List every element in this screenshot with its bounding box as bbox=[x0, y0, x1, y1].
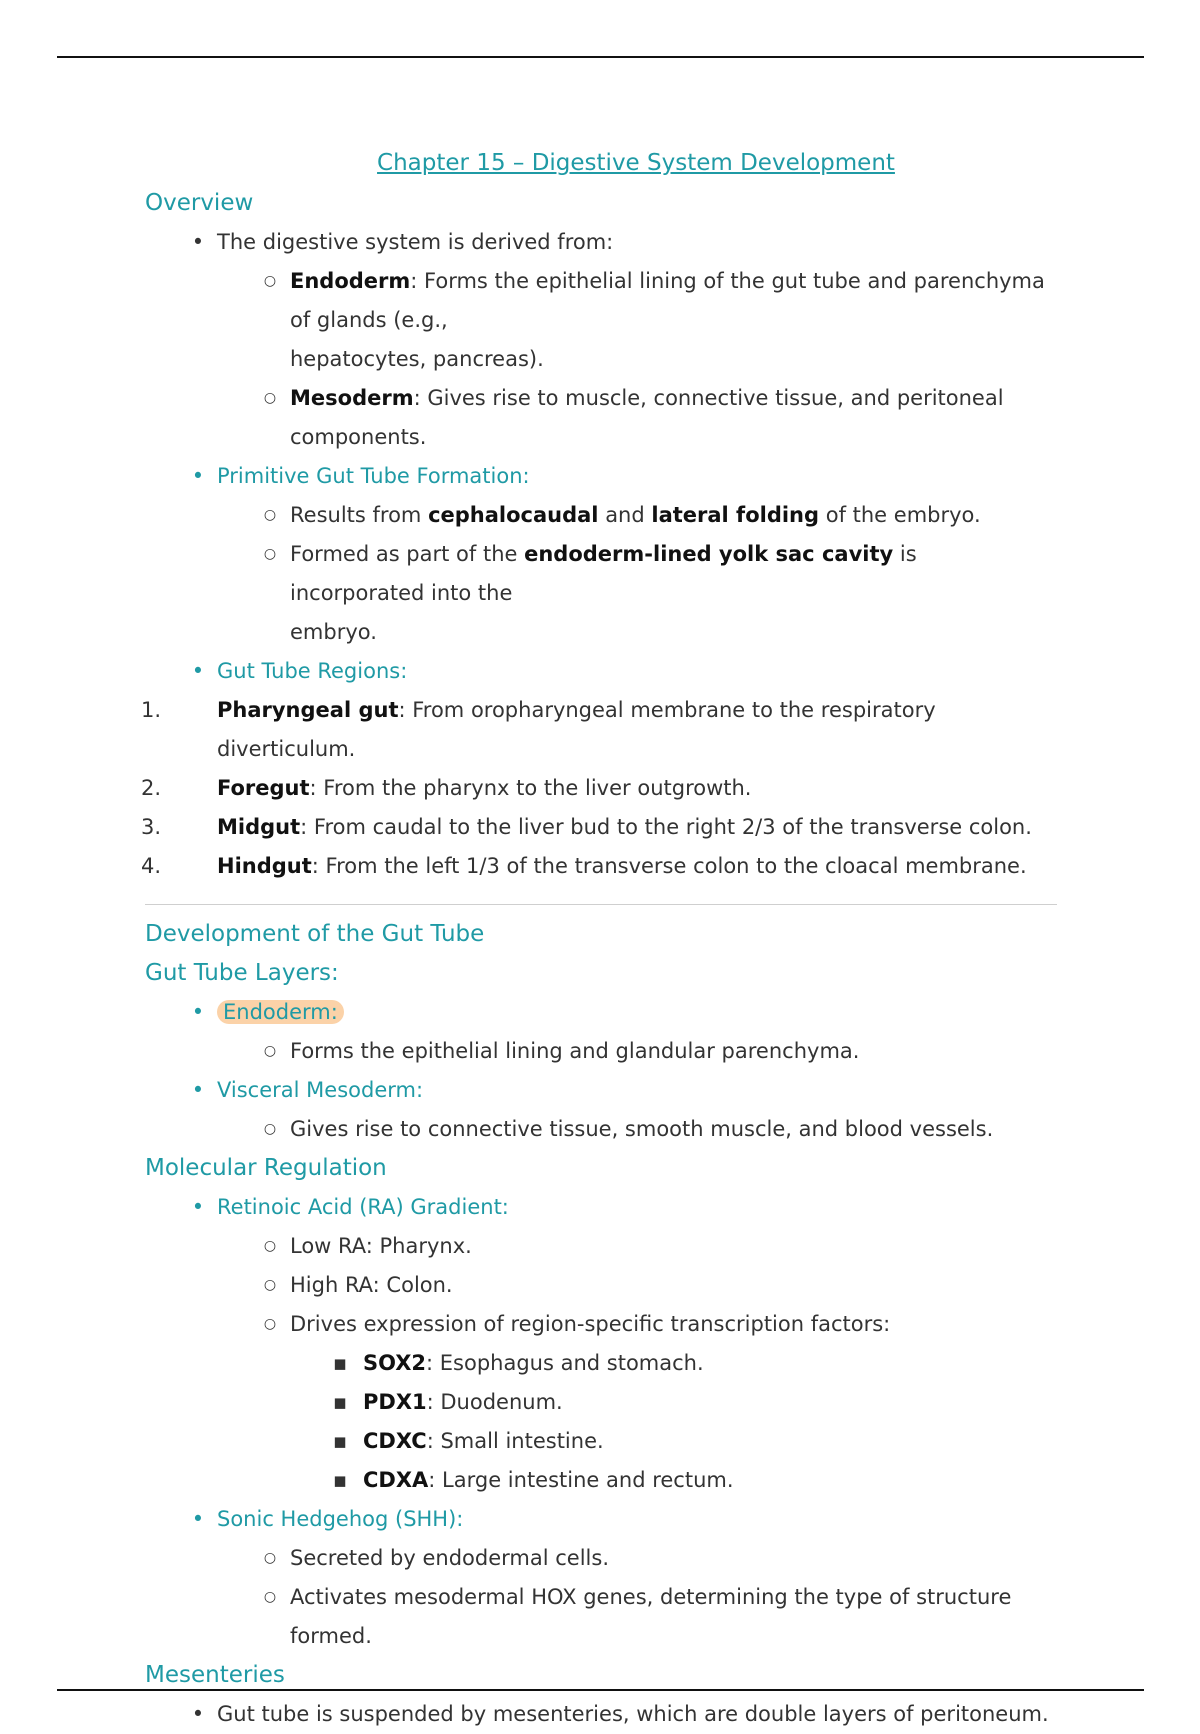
bullet-dot-icon: • bbox=[191, 230, 205, 254]
bullet-square-icon: ▪ bbox=[332, 1468, 348, 1492]
bullet-circle-icon: ○ bbox=[263, 390, 277, 406]
bullet-circle-icon: ○ bbox=[263, 273, 277, 289]
shh-item-2: ○ Activates mesodermal HOX genes, determining the type of structure formed. bbox=[145, 1578, 1057, 1656]
endoderm-item: ○ Endoderm: Forms the epithelial lining of the gut tube and parenchyma of glands (e.g., bbox=[145, 262, 1057, 340]
bullet-circle-icon: ○ bbox=[263, 1589, 277, 1605]
bottom-rule bbox=[57, 1689, 1144, 1691]
low-ra-item: ○ Low RA: Pharynx. bbox=[145, 1227, 1057, 1266]
bullet-circle-icon: ○ bbox=[263, 1316, 277, 1332]
bullet-dot-icon: • bbox=[191, 1078, 205, 1102]
bullet-circle-icon: ○ bbox=[263, 1550, 277, 1566]
primitive-gut-heading: • Primitive Gut Tube Formation: bbox=[145, 457, 1057, 496]
bullet-square-icon: ▪ bbox=[332, 1390, 348, 1414]
bullet-dot-icon: • bbox=[191, 1507, 205, 1531]
endoderm-layer-heading: • Endoderm: bbox=[145, 993, 1057, 1032]
bullet-dot-icon: • bbox=[191, 464, 205, 488]
shh-item-1: ○ Secreted by endodermal cells. bbox=[145, 1539, 1057, 1578]
drives-item: ○ Drives expression of region-specific transcription factors: bbox=[145, 1305, 1057, 1344]
factor-item: ▪ SOX2: Esophagus and stomach. bbox=[145, 1344, 1057, 1383]
bullet-square-icon: ▪ bbox=[332, 1351, 348, 1375]
bullet-dot-icon: • bbox=[191, 659, 205, 683]
pgt-item-2: ○ Formed as part of the endoderm-lined yolk sac cavity is incorporated into the bbox=[145, 535, 1057, 613]
factor-item: ▪ CDXA: Large intestine and rectum. bbox=[145, 1461, 1057, 1500]
visceral-item: ○ Gives rise to connective tissue, smooth muscle, and blood vessels. bbox=[145, 1110, 1057, 1149]
ra-heading: • Retinoic Acid (RA) Gradient: bbox=[145, 1188, 1057, 1227]
factor-item: ▪ PDX1: Duodenum. bbox=[145, 1383, 1057, 1422]
section-divider bbox=[145, 904, 1057, 905]
endoderm-item-cont: hepatocytes, pancreas). bbox=[290, 347, 544, 371]
bullet-dot-icon: • bbox=[191, 1702, 205, 1726]
bullet-circle-icon: ○ bbox=[263, 507, 277, 523]
region-item: 2. Foregut: From the pharynx to the liver outgrowth. bbox=[141, 776, 752, 800]
layers-heading: Gut Tube Layers: bbox=[145, 960, 339, 986]
bullet-circle-icon: ○ bbox=[263, 546, 277, 562]
high-ra-item: ○ High RA: Colon. bbox=[145, 1266, 1057, 1305]
mesenteries-heading: Mesenteries bbox=[145, 1662, 285, 1688]
regions-heading: • Gut Tube Regions: bbox=[145, 652, 1057, 691]
page-content bbox=[141, 150, 1057, 1734]
development-heading: Development of the Gut Tube bbox=[145, 921, 485, 947]
bullet-circle-icon: ○ bbox=[263, 1238, 277, 1254]
page-title: Chapter 15 – Digestive System Development bbox=[377, 150, 895, 176]
overview-intro: • The digestive system is derived from: bbox=[145, 223, 1057, 262]
shh-heading: • Sonic Hedgehog (SHH): bbox=[145, 1500, 1057, 1539]
top-rule bbox=[57, 56, 1144, 58]
bullet-square-icon: ▪ bbox=[332, 1429, 348, 1453]
bullet-dot-icon: • bbox=[191, 1000, 205, 1024]
factor-item: ▪ CDXC: Small intestine. bbox=[145, 1422, 1057, 1461]
region-item: 3. Midgut: From caudal to the liver bud to the right 2/3 of the transverse colon. bbox=[141, 815, 1032, 839]
pgt-item-2-cont: embryo. bbox=[290, 620, 377, 644]
region-item: 4. Hindgut: From the left 1/3 of the transverse colon to the cloacal membrane. bbox=[141, 854, 1027, 878]
bullet-circle-icon: ○ bbox=[263, 1277, 277, 1293]
region-item: 1. Pharyngeal gut: From oropharyngeal membrane to the respiratory diverticulum. bbox=[141, 698, 936, 761]
bullet-dot-icon: • bbox=[191, 1195, 205, 1219]
molecular-heading: Molecular Regulation bbox=[145, 1155, 387, 1181]
bullet-circle-icon: ○ bbox=[263, 1043, 277, 1059]
mesenteries-item: • Gut tube is suspended by mesenteries, which are double layers of peritoneum. bbox=[145, 1695, 1057, 1734]
visceral-heading: • Visceral Mesoderm: bbox=[145, 1071, 1057, 1110]
pgt-item-1: ○ Results from cephalocaudal and lateral folding of the embryo. bbox=[145, 496, 1057, 535]
endoderm-layer-item: ○ Forms the epithelial lining and glandular parenchyma. bbox=[145, 1032, 1057, 1071]
mesoderm-item: ○ Mesoderm: Gives rise to muscle, connective tissue, and peritoneal components. bbox=[145, 379, 1057, 457]
bullet-circle-icon: ○ bbox=[263, 1121, 277, 1137]
overview-heading: Overview bbox=[145, 190, 254, 216]
